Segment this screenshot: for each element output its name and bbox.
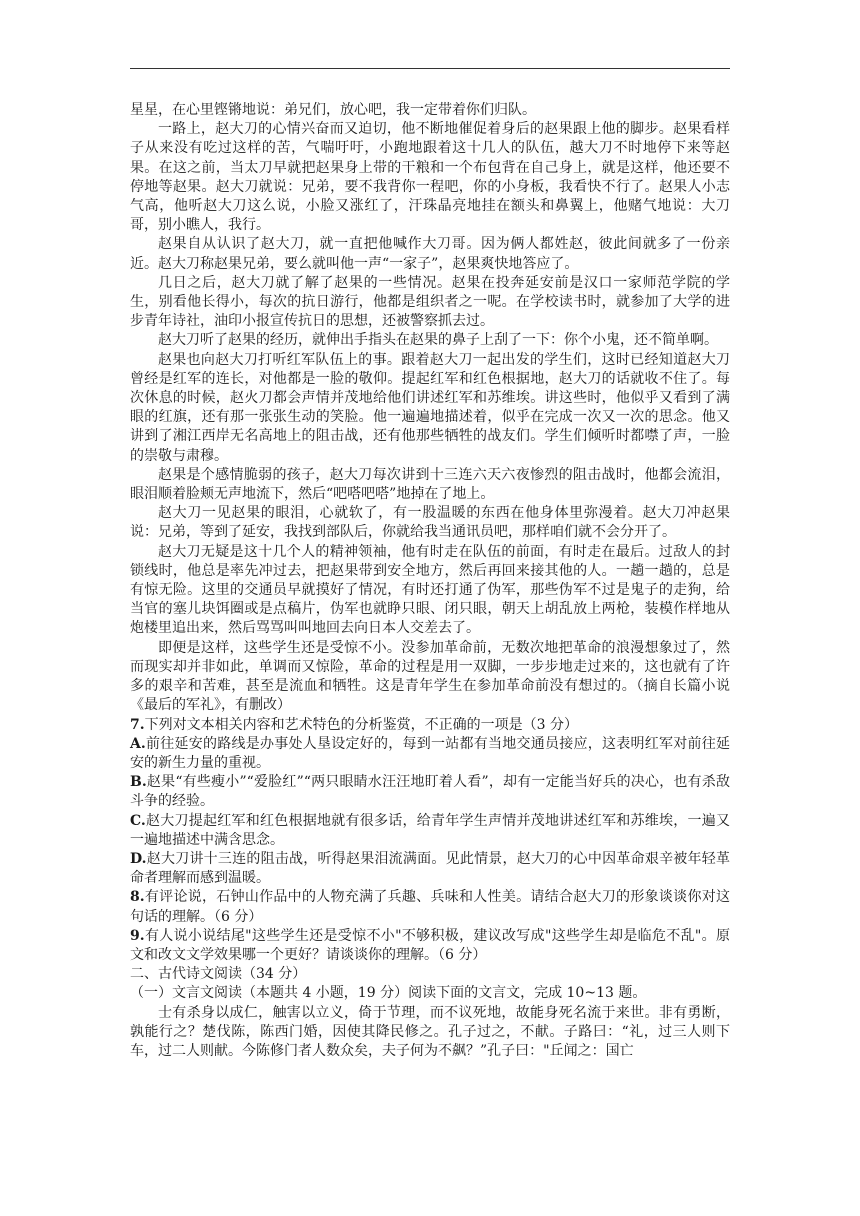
story-paragraph: 赵果自从认识了赵大刀，就一直把他喊作大刀哥。因为俩人都姓赵，彼此间就多了一份亲近。赵大刀称赵果兄弟，要么就叫他一声“一家子”，赵果爽快地答应了。 (130, 236, 730, 272)
story-paragraph: 赵果是个感情脆弱的孩子，赵大刀每次讲到十三连六天六夜惨烈的阻击战时，他都会流泪，眼泪顺着脸颊无声地流下，然后“吧嗒吧嗒”地掉在了地上。 (130, 466, 730, 503)
question-text: 有人说小说结尾"这些学生还是受惊不小"不够积极，建议改写成"这些学生却是临危不乱"。原文和改文文学效果哪一个更好？请谈谈你的理解。（6 分） (130, 927, 730, 963)
option-d (130, 850, 730, 888)
option-text: 前往延安的路线是办事处人垦设定好的，每到一站都有当地交通员接应，这表明红军对前往延安的新生力量的重视。 (130, 735, 730, 771)
question-number: 7. (130, 716, 145, 733)
question-7 (130, 716, 730, 735)
story-paragraph: 赵大刀一见赵果的眼泪，心就软了，有一股温暖的东西在他身体里弥漫着。赵大刀冲赵果说：兄弟，等到了延安，我找到部队后，你就给我当通讯员吧，那样咱们就不会分开了。 (130, 505, 730, 541)
document-body (130, 101, 730, 1061)
option-c (130, 812, 730, 850)
story-paragraph: 赵大刀无疑是这十几个人的精神领袖，他有时走在队伍的前面，有时走在最后。过敌人的封锁线时，他总是率先冲过去，把赵果带到安全地方，然后再回来接其他的人。一趟一趟的，总是有惊无险。这里的交通员早就摸好了情况，有时还打通了伪军，那些伪军不过是鬼子的走狗，给当官的塞儿块饵圈或是点稿片，伪军也就睁只眼、闭只眼，朝天上胡乱放上两枪，装模作样地从炮楼里追出来，然后骂骂叫叫地回去向日本人交差去了。 (130, 543, 730, 637)
question-text: 有评论说，石钟山作品中的人物充满了兵趣、兵味和人性美。请结合赵大刀的形象谈谈你对这句话的理解。（6 分） (130, 889, 730, 925)
option-text: 赵大刀讲十三连的阻击战，听得赵果泪流满面。见此情景，赵大刀的心中因革命艰辛被年轻革命者理解而感到温暖。 (130, 850, 730, 887)
option-text: 赵大刀提起红军和红色根据地就有很多话，给青年学生声情并茂地讲述红军和苏维埃，一遍又一遍地描述中满含思念。 (130, 812, 730, 848)
section-heading: 二、古代诗文阅读（34 分） (130, 966, 307, 983)
question-stem: 下列对文本相关内容和艺术特色的分析鉴赏，不正确的一项是（3 分） (144, 716, 578, 733)
option-text: 赵果“有些瘦小”“爱脸红”“两只眼睛水汪汪地盯着人看”，却有一定能当好兵的决心，也有杀敌斗争的经验。 (130, 774, 730, 810)
option-b (130, 773, 730, 811)
option-letter: A. (130, 735, 146, 752)
story-paragraph: 即便是这样，这些学生还是受惊不小。没参加革命前，无数次地把革命的浪漫想象过了，然而现实却并非如此，单调而又惊险，革命的过程是用一双脚，一步步地走过来的，这也就有了许多的艰辛和苦难，甚至是流血和牺牲。这是青年学生在参加革命前没有想过的。（摘自长篇小说《最后的军礼》，有删改） (130, 639, 730, 714)
question-8 (130, 888, 730, 926)
option-letter: C. (130, 812, 146, 829)
question-number: 8. (130, 889, 145, 906)
option-letter: B. (130, 774, 147, 791)
story-paragraph: 几日之后，赵大刀就了解了赵果的一些情况。赵果在投奔延安前是汉口一家师范学院的学生，别看他长得小，每次的抗日游行，他都是组织者之一呢。在学校读书时，就参加了大学的进步青年诗社，油印小报宣传抗日的思想，还被警察抓去过。 (130, 274, 730, 330)
option-letter: D. (130, 850, 147, 867)
story-paragraph: 赵果也向赵大刀打听红军队伍上的事。跟着赵大刀一起出发的学生们，这时已经知道赵大刀曾经是红军的连长，对他都是一脸的敬仰。提起红军和红色根据地，赵大刀的话就收不住了。每次休息的时候，赵火刀都会声情并茂地给他们讲述红军和苏维埃。讲这些时，他似乎又看到了满眼的红旗，还有那一张张生动的笑脸。他一遍遍地描述着，似乎在完成一次又一次的思念。他又讲到了湘江西岸无名高地上的阻击战，还有他那些牺牲的战友们。学生们倾听时都噤了声，一脸的崇敬与肃穆。 (130, 351, 730, 464)
question-9 (130, 927, 730, 965)
story-paragraph: 星星，在心里铿锵地说：弟兄们，放心吧，我一定带着你们归队。 (130, 102, 536, 118)
option-a (130, 735, 730, 773)
story-paragraph: 一路上，赵大刀的心情兴奋而又迫切，他不断地催促着身后的赵果跟上他的脚步。赵果看样子从来没有吃过这样的苦，气喘吁吁，小跑地跟着这十几人的队伍，越大刀不时地停下来等赵果。在这之前，当太刀早就把赵果身上带的干粮和一个布包背在自己身上，就是这样，他还要不停地等赵果。赵大刀就说：兄弟，要不我背你一程吧，你的小身板，我看快不行了。赵果人小志气高，他听赵大刀这么说，小脸又涨红了，汗珠晶亮地挂在额头和鼻翼上，他赌气地说：大刀哥，别小瞧人，我行。 (130, 121, 730, 234)
subsection-heading: （一）文言文阅读（本题共 4 小题，19 分）阅读下面的文言文，完成 10~13 题。 (130, 985, 647, 1002)
question-number: 9. (130, 927, 145, 944)
classical-text: 士有杀身以成仁，触害以立义，倚于节理，而不议死地，故能身死名流于来世。非有勇断，孰能行之？楚伐陈，陈西门婚，因使其降民修之。孔子过之，不献。子路曰：“礼，过三人则下车，过二人则献。今陈修门者人数众矣，夫子何为不飙？”孔子曰："丘闻之：国亡 (130, 1004, 730, 1059)
header-rule (130, 68, 730, 69)
story-paragraph: 赵大刀听了赵果的经历，就伸出手指头在赵果的鼻子上刮了一下：你个小鬼，还不简单啊。 (158, 332, 718, 349)
